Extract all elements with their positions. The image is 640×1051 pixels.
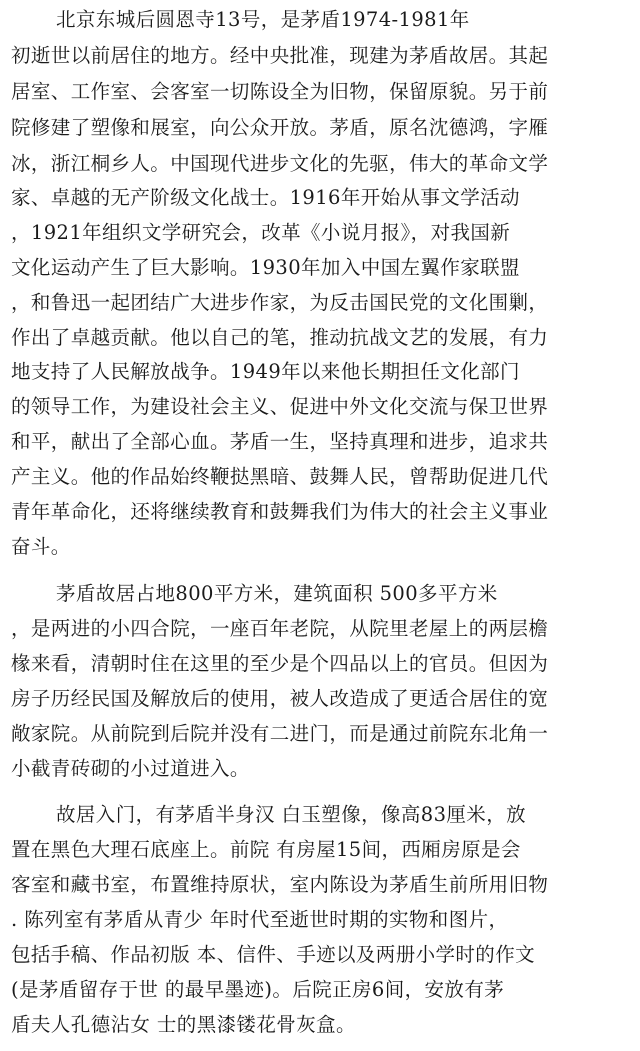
text-line: 北京东城后圆恩寺13号，是茅盾1974-1981年 — [56, 8, 470, 31]
text-line: 客室和藏书室，布置维持原状，室内陈设为茅盾生前所用旧物 — [11, 873, 549, 896]
text-line: 的领导工作，为建设社会主义、促进中外文化交流与保卫世界 — [11, 395, 549, 418]
text-line: 椽来看，清朝时住在这里的至少是个四品以上的官员。但因为 — [11, 652, 549, 675]
text-line: 盾夫人孔德沾女 士的黑漆镂花骨灰盒。 — [11, 1013, 356, 1036]
text-line: . 陈列室有茅盾从青少 年时代至逝世时期的实物和图片， — [11, 908, 509, 931]
text-line: ，和鲁迅一起团结广大进步作家，为反击国民党的文化围剿， — [11, 291, 549, 314]
text-line: 初逝世以前居住的地方。经中央批准，现建为茅盾故居。其起 — [11, 44, 549, 67]
text-line: 奋斗。 — [11, 535, 71, 558]
text-line: 置在黑色大理石底座上。前院 有房屋15间，西厢房原是会 — [11, 838, 521, 861]
text-line: 冰，浙江桐乡人。中国现代进步文化的先驱，伟大的革命文学 — [11, 152, 549, 175]
text-line: (是茅盾留存于世 的最早墨迹)。后院正房6间，安放有茅 — [11, 978, 505, 1001]
text-line: 故居入门，有茅盾半身汉 白玉塑像，像高83厘米，放 — [56, 803, 527, 826]
text-line: 茅盾故居占地800平方米，建筑面积 500多平方米 — [56, 582, 498, 605]
text-line: 房子历经民国及解放后的使用，被人改造成了更适合居住的宽 — [11, 687, 549, 710]
text-line: ，1921年组织文学研究会，改革《小说月报》，对我国新 — [11, 221, 511, 244]
text-line: 家、卓越的无产阶级文化战士。1916年开始从事文学活动 — [11, 186, 520, 209]
text-line: 包括手稿、作品初版 本、信件、手迹以及两册小学时的作文 — [11, 943, 535, 966]
text-line: 院修建了塑像和展室，向公众开放。茅盾，原名沈德鸿，字雁 — [11, 116, 549, 139]
text-line: 敞家院。从前院到后院并没有二进门，而是通过前院东北角一 — [11, 722, 549, 745]
text-line: 地支持了人民解放战争。1949年以来他长期担任文化部门 — [11, 360, 520, 383]
text-line: 文化运动产生了巨大影响。1930年加入中国左翼作家联盟 — [11, 256, 520, 279]
text-line: ，是两进的小四合院，一座百年老院，从院里老屋上的两层檐 — [11, 617, 549, 640]
text-line: 和平，献出了全部心血。茅盾一生，坚持真理和进步，追求共 — [11, 430, 549, 453]
text-line: 作出了卓越贡献。他以自己的笔，推动抗战文艺的发展，有力 — [11, 326, 549, 349]
text-line: 居室、工作室、会客室一切陈设全为旧物，保留原貌。另于前 — [11, 80, 549, 103]
text-line: 青年革命化，还将继续教育和鼓舞我们为伟大的社会主义事业 — [11, 500, 549, 523]
text-line: 产主义。他的作品始终鞭挞黑暗、鼓舞人民，曾帮助促进几代 — [11, 465, 549, 488]
text-line: 小截青砖砌的小过道进入。 — [11, 757, 250, 780]
